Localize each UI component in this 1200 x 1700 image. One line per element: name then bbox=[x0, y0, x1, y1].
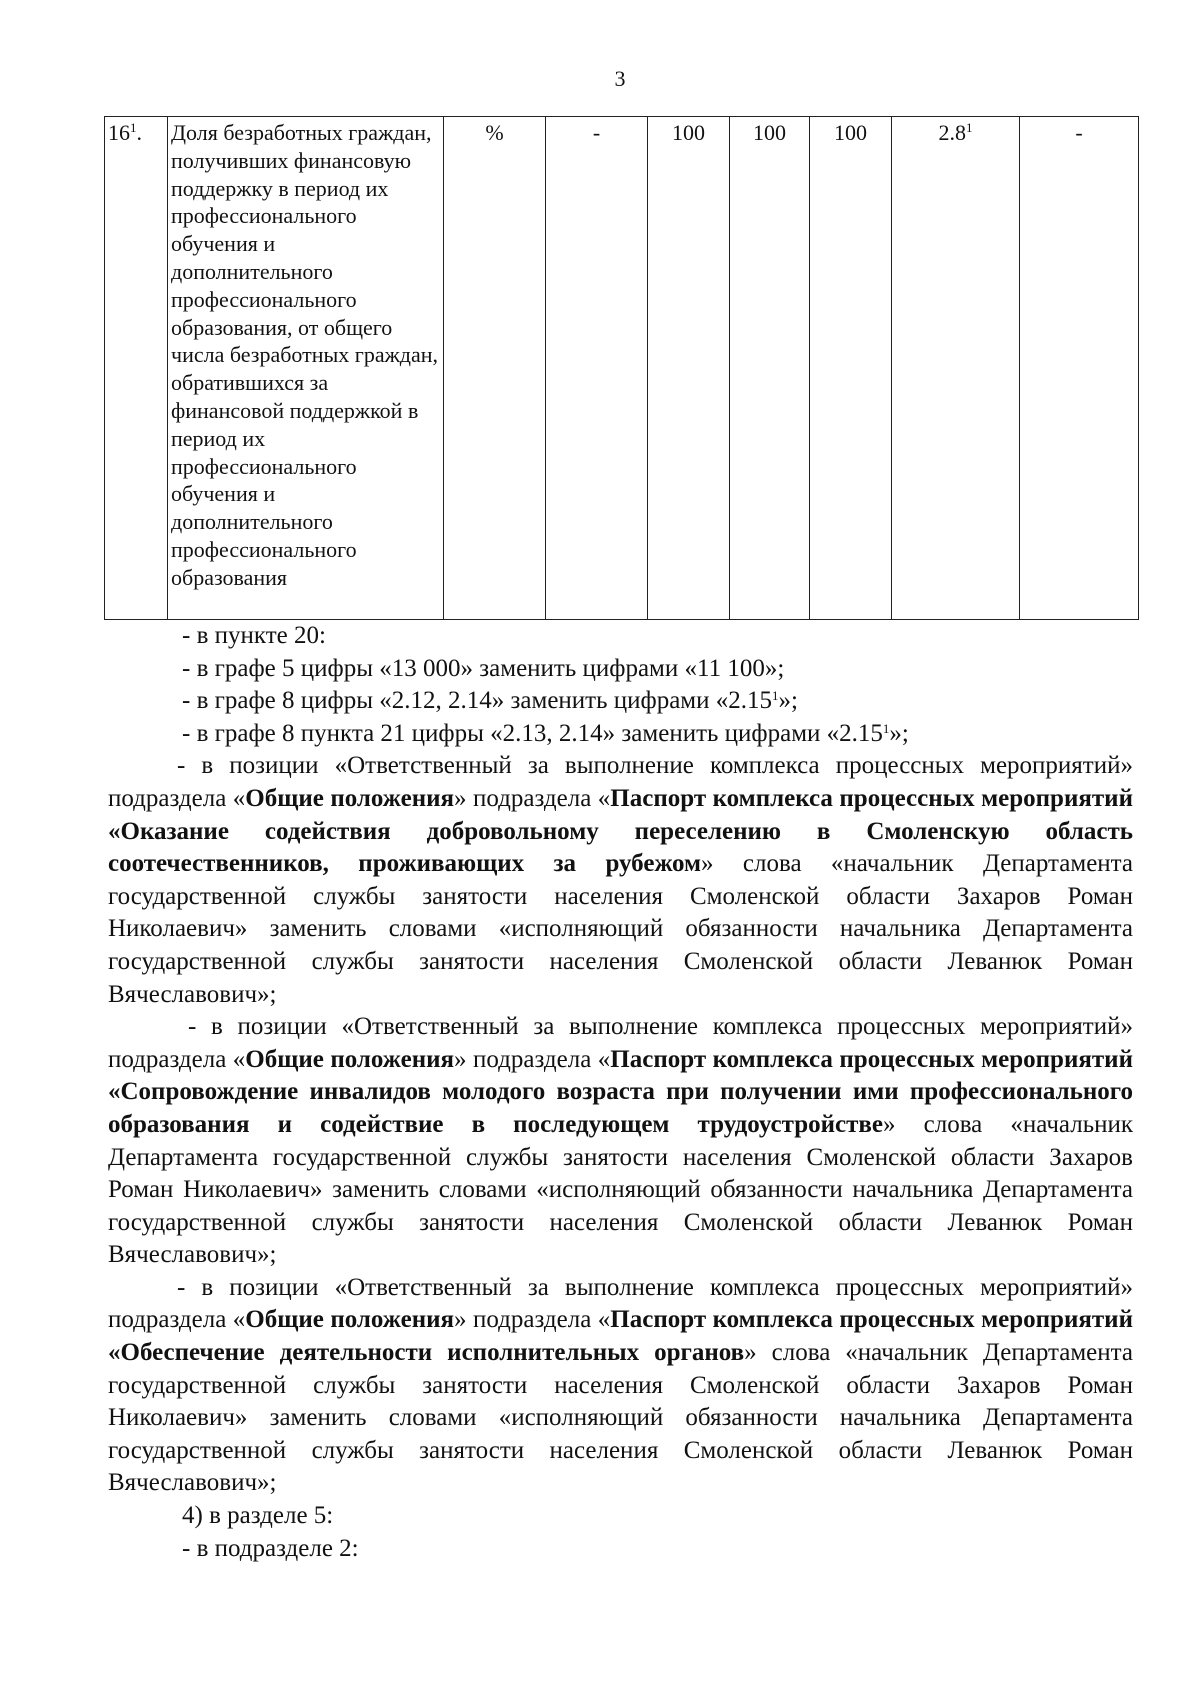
column-6-cell: 100 bbox=[730, 117, 810, 620]
row-number-superscript: 1 bbox=[130, 120, 137, 135]
paragraph-position-executive-bodies bbox=[108, 1272, 1133, 1500]
row-number-suffix: . bbox=[136, 120, 142, 145]
column-9-cell: - bbox=[1020, 117, 1139, 620]
paragraph-subsection-2: - в подразделе 2: bbox=[182, 1534, 359, 1562]
p7-text-3: » слова «начальник Департамента государственной службы занятости населения Смоленской области Захаров Роман Николаевич» заменить словами «исполняющий обязанности начальника Департамента государственной службы занятости населения Смоленской области Леванюк Роман Вячеславович»; bbox=[108, 1339, 1133, 1497]
p5-text-2: » подраздела « bbox=[454, 784, 611, 812]
paragraph-point-20: - в пункте 20: bbox=[182, 622, 326, 649]
table-row bbox=[105, 117, 1139, 620]
p6-text-1: - в позиции «Ответственный за выполнение комплекса процессных мероприятий» подраздела « bbox=[108, 1013, 1133, 1073]
p5-bold-1: Общие положения bbox=[245, 784, 455, 812]
document-body bbox=[108, 620, 1133, 1565]
p7-text-2: » подраздела « bbox=[454, 1306, 611, 1334]
p6-bold-1: Общие положения bbox=[245, 1045, 455, 1073]
column-4-cell: - bbox=[546, 117, 648, 620]
p7-bold-2: Паспорт комплекса процессных мероприятий «Обеспечение деятельности исполнительных органов bbox=[108, 1306, 1133, 1367]
indicator-name-cell: Доля безработных граждан, получивших финансовую поддержку в период их профессионального обучения и дополнительного профессионального образования, от общего числа безработных граждан, обратившихся за финансовой поддержкой в период их профессионального обучения и дополнительного профессионального образования bbox=[168, 117, 444, 620]
paragraph-position-disabled-youth bbox=[108, 1011, 1133, 1272]
unit-cell: % bbox=[444, 117, 546, 620]
paragraph-column-8-tail: »; bbox=[778, 687, 798, 715]
indicator-table bbox=[104, 116, 1139, 620]
paragraph-position-resettlement bbox=[108, 750, 1133, 1011]
p6-text-2: » подраздела « bbox=[454, 1045, 611, 1073]
paragraph-point-21 bbox=[108, 718, 1133, 751]
paragraph-column-8-text: - в графе 8 цифры «2.12, 2.14» заменить цифрами «2.15 bbox=[182, 687, 773, 715]
paragraph-column-8-superscript: 1 bbox=[772, 688, 779, 704]
paragraph-point-21-text: - в графе 8 пункта 21 цифры «2.13, 2.14» заменить цифрами «2.15 bbox=[182, 719, 883, 747]
p5-text-1: - в позиции «Ответственный за выполнение комплекса процессных мероприятий» подраздела « bbox=[108, 752, 1133, 812]
page-number: 3 bbox=[614, 66, 626, 91]
paragraph-point-21-tail: »; bbox=[889, 719, 909, 747]
p7-text-1: - в позиции «Ответственный за выполнение комплекса процессных мероприятий» подраздела « bbox=[108, 1273, 1133, 1334]
paragraph-column-8 bbox=[108, 685, 1133, 718]
p5-bold-2: Паспорт комплекса процессных мероприятий «Оказание содействия добровольному переселению в Смоленскую область соотечественников, проживающих за рубежом bbox=[108, 784, 1133, 878]
p6-bold-2: Паспорт комплекса процессных мероприятий «Сопровождение инвалидов молодого возраста при получении ими профессионального образования и содействие в последующем трудоустройстве bbox=[108, 1045, 1133, 1138]
p7-bold-1: Общие положения bbox=[245, 1306, 455, 1334]
row-number-cell bbox=[105, 117, 168, 620]
p5-text-3: » слова «начальник Департамента государственной службы занятости населения Смоленской области Захаров Роман Николаевич» заменить словами «исполняющий обязанности начальника Департамента государственной службы занятости населения Смоленской области Леванюк Роман Вячеславович»; bbox=[108, 850, 1133, 1008]
row-number: 16 bbox=[108, 120, 130, 145]
column-8-cell bbox=[892, 117, 1020, 620]
p6-text-3: » слова «начальник Департамента государственной службы занятости населения Смоленской области Захаров Роман Николаевич» заменить словами «исполняющий обязанности начальника Департамента государственной службы занятости населения Смоленской области Леванюк Роман Вячеславович»; bbox=[108, 1110, 1133, 1269]
column-7-cell: 100 bbox=[810, 117, 892, 620]
paragraph-column-5: - в графе 5 цифры «13 000» заменить цифрами «11 100»; bbox=[182, 654, 785, 682]
column-8-value: 2.8 bbox=[938, 120, 966, 145]
column-5-cell: 100 bbox=[648, 117, 730, 620]
column-8-superscript: 1 bbox=[966, 120, 973, 135]
paragraph-point-21-superscript: 1 bbox=[882, 720, 890, 736]
paragraph-section-5: 4) в разделе 5: bbox=[182, 1502, 334, 1530]
